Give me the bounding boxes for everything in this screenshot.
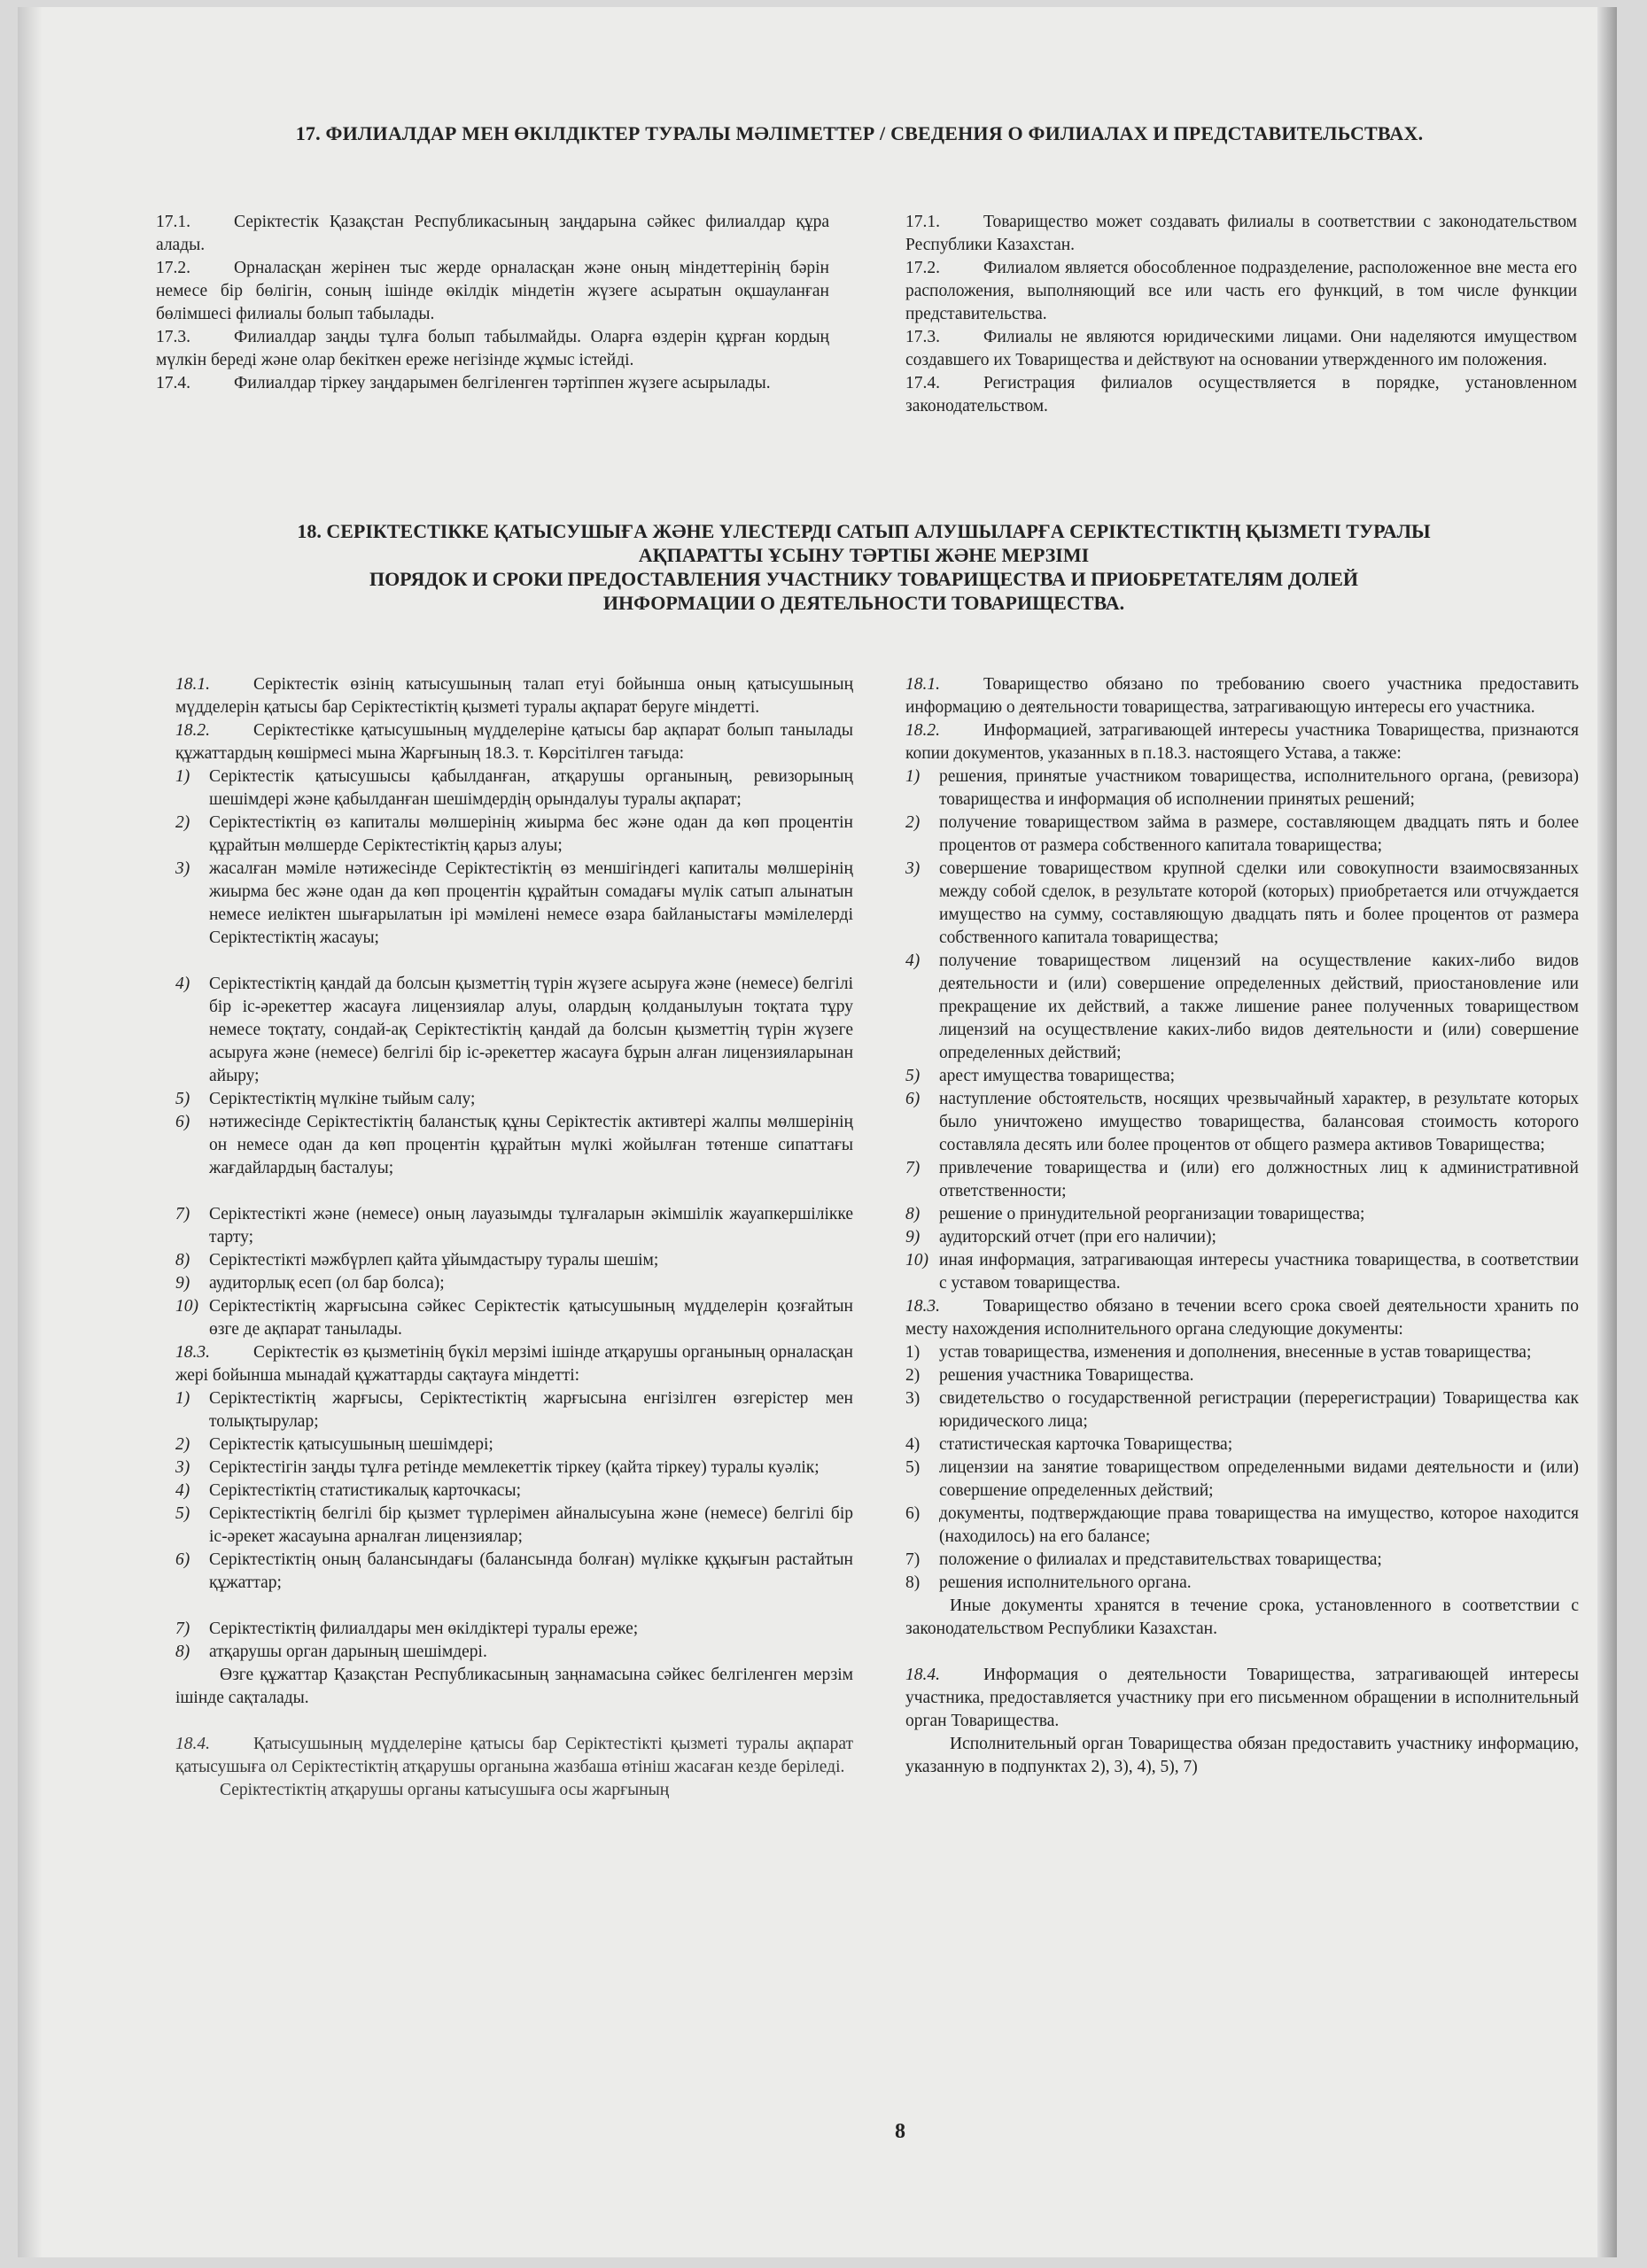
list-item: 2) Серіктестік қатысушының шешімдері; — [175, 1435, 493, 1454]
section-18-kz-column — [175, 673, 853, 1802]
clause: 17.3. Филиалы не являются юридическими лицами. Они наделяются имуществом создавшего их Товарищества и действуют на основании утвержденного им положения. — [905, 328, 1577, 369]
list-item: 3) Серіктестігін заңды тұлға ретінде мемлекеттік тіркеу (қайта тіркеу) туралы куәлік; — [175, 1458, 820, 1477]
clause: 17.1. Серіктестік Қазақстан Республикасының заңдарына сәйкес филиалдар құра алады. — [156, 213, 829, 254]
list-item: 7) Серіктестікті және (немесе) оның лауазымды тұлғаларын әкімшілік жауапкершілікке тарту; — [175, 1205, 853, 1247]
section-17-title: 17. ФИЛИАЛДАР МЕН ӨКІЛДІКТЕР ТУРАЛЫ МӘЛІМЕТТЕР / СВЕДЕНИЯ О ФИЛИАЛАХ И ПРЕДСТАВИТЕЛЬСТВАХ. — [295, 122, 1424, 144]
clause-18-3: 18.3. Серіктестік өз қызметінің бүкіл мерзімі ішінде атқарушы органының орналасқан жері бойынша мынадай құжаттарды сақтауға міндетті: — [175, 1343, 853, 1385]
list-item: 4) статистическая карточка Товарищества; — [905, 1435, 1233, 1454]
section-17-ru-column — [905, 211, 1577, 418]
list-item: 8) решения исполнительного органа. — [905, 1573, 1192, 1592]
list-item: 5) Серіктестіктің мүлкіне тыйым салу; — [175, 1090, 476, 1108]
clause-18-4-tail: Исполнительный орган Товарищества обязан предоставить участнику информацию, указанную в подпунктах 2), 3), 4), 5), 7) — [905, 1735, 1579, 1776]
clause-18-1: 18.1. Товарищество обязано по требованию своего участника предоставить информацию о деятельности товарищества, затрагивающую интересы его участника. — [905, 675, 1579, 717]
clause-18-1: 18.1. Серіктестік өзінің катысушының талап етуі бойынша оның қатысушының мүдделерін қатысы бар Серіктестіктің қызметі туралы ақпарат беруге міндетті. — [175, 675, 853, 717]
list-item: 8) решение о принудительной реорганизации товарищества; — [905, 1205, 1365, 1223]
list-item: 4) Серіктестіктің статистикалық карточкасы; — [175, 1481, 521, 1500]
clause-18-2: 18.2. Информацией, затрагивающей интересы участника Товарищества, признаются копии документов, указанных в п.18.3. настоящего Устава, а также: — [905, 721, 1579, 763]
section-17-kz-column — [156, 211, 829, 395]
list-item: 3) совершение товариществом крупной сделки или совокупности взаимосвязанных между собой сделок, в результате которой (которых) приобретается или отчуждается имущество на сумму, составляющую двадцать пять и более процентов от размера собственного капитала товарищества; — [905, 859, 1579, 947]
document-page — [18, 7, 1617, 2257]
list-item: 6) наступление обстоятельств, носящих чрезвычайный характер, в результате которых было уничтожено имущество товарищества, балансовая стоимость которого составляла десять или более процентов от общего размера активов Товарищества; — [905, 1090, 1579, 1154]
clause: 17.4. Регистрация филиалов осуществляется в порядке, установленном законодательством. — [905, 374, 1577, 416]
clause: 17.4. Филиалдар тіркеу заңдарымен белгіленген тәртіппен жүзеге асырылады. — [156, 374, 771, 392]
list-item: 1) решения, принятые участником товарищества, исполнительного органа, (ревизора) товарищества и информация об исполнении принятых решений; — [905, 767, 1579, 809]
section-18-title: 18. СЕРІКТЕСТІККЕ ҚАТЫСУШЫҒА ЖӘНЕ ҮЛЕСТЕРДІ САТЫП АЛУШЫЛАРҒА СЕРІКТЕСТІКТІҢ ҚЫЗМЕТІ ТУРАЛЫ АҚПАРАТТЫ ҰСЫНУ ТӘРТІБІ ЖӘНЕ МЕРЗІМІ ПОРЯДОК И СРОКИ ПРЕДОСТАВЛЕНИЯ УЧАСТНИКУ ТОВАРИЩЕСТВА И ПРИОБРЕТАТЕЛЯМ ДОЛЕЙ ИНФОРМАЦИИ О ДЕЯТЕЛЬНОСТИ ТОВАРИЩЕСТВА. — [297, 520, 1431, 614]
list-item: 1) Серіктестіктің жарғысы, Серіктестіктің жарғысына енгізілген өзгерістер мен толықтырулар; — [175, 1389, 853, 1431]
clause-18-2: 18.2. Серіктестікке қатысушының мүдделеріне қатысы бар ақпарат болып танылады құжаттардың көшірмесі мына Жарғының 18.3. т. Көрсітілген тағыда: — [175, 721, 853, 763]
list-item: 3) свидетельство о государственной регистрации (перерегистрации) Товарищества как юридического лица; — [905, 1389, 1579, 1431]
list-item: 6) нәтижесінде Серіктестіктің баланстық құны Серіктестік активтері жалпы мөлшерінің он немесе одан да көп процентін құрайтын мүлкі жойылған төтенше сипаттағы жағдайлардың басталуы; — [175, 1113, 853, 1177]
page-right-edge — [1597, 7, 1617, 2257]
clause: 17.2. Орналасқан жерінен тыс жерде орналасқан және оның міндеттерінің бәрін немесе бір бөлігін, соның ішінде өкілдік міндетін жүзеге асыратын оқшауланған бөлімшесі филиалы болып табылады. — [156, 259, 829, 323]
list-item: 7) Серіктестіктің филиалдары мен өкілдіктері туралы ереже; — [175, 1619, 639, 1638]
page-left-shadow — [18, 7, 43, 2257]
list-item: 8) атқарушы орган дарының шешімдері. — [175, 1643, 487, 1661]
list-item: 7) привлечение товарищества и (или) его должностных лиц к административной ответственности; — [905, 1159, 1579, 1200]
list-item: 5) арест имущества товарищества; — [905, 1067, 1176, 1085]
section-18-ru-column — [905, 673, 1579, 1779]
clause-18-3: 18.3. Товарищество обязано в течении всего срока своей деятельности хранить по месту нахождения исполнительного органа следующие документы: — [905, 1297, 1579, 1339]
list-item: 9) аудиторлық есеп (ол бар болса); — [175, 1274, 445, 1293]
list-item: 4) Серіктестіктің қандай да болсын қызметтің түрін жүзеге асыруға және (немесе) белгілі бір іс-әрекеттер жасауға лицензиялар алуы, олардың қолданылуын тоқтата тұру немесе тоқтату, сондай-ақ Серіктестіктің қандай да болсын қызметтің түрін жүзеге асыруға және (немесе) белгілі бір іс-әрекеттер жасауға бұрын алған лицензияларынан айыру; — [175, 975, 853, 1085]
list-item: 7) положение о филиалах и представительствах товарищества; — [905, 1550, 1382, 1569]
clause: 17.2. Филиалом является обособленное подразделение, расположенное вне места его расположения, выполняющий все или часть его функций, в том числе функции представительства. — [905, 259, 1577, 323]
list-item: 10) иная информация, затрагивающая интересы участника товарищества, в соответствии с уставом товарищества. — [905, 1251, 1579, 1293]
clause-18-4: 18.4. Информация о деятельности Товарищества, затрагивающей интересы участника, предоставляется участнику при его письменном обращении в исполнительный орган Товарищества. — [905, 1666, 1579, 1730]
list-item: 8) Серіктестікті мәжбүрлеп қайта ұйымдастыру туралы шешім; — [175, 1251, 659, 1270]
list-item: 2) получение товариществом займа в размере, составляющем двадцать пять и более процентов от размера собственного капитала товарищества; — [905, 813, 1579, 855]
list-item: 1) Серіктестік қатысушысы қабылданған, атқарушы органының, ревизорының шешімдері және қабылданған шешімдердің орындалуы туралы ақпарат; — [175, 767, 853, 809]
list-item: 2) Серіктестіктің өз капиталы мөлшерінің жиырма бес және одан да көп процентін құрайтын мөлшерде Серіктестіктің қарыз алуы; — [175, 813, 853, 855]
list-item: 4) получение товариществом лицензий на осуществление каких-либо видов деятельности и (или) совершение определенных действий, приостановление или прекращение их действий, а также лишение ранее полученных товариществом лицензий на осуществление каких-либо видов деятельности и (или) совершение определенных действий; — [905, 951, 1579, 1062]
clause-18-3-tail: Өзге құжаттар Қазақстан Республикасының заңнамасына сәйкес белгіленген мерзім ішінде сақталады. — [175, 1666, 853, 1707]
list-item: 1) устав товарищества, изменения и дополнения, внесенные в устав товарищества; — [905, 1343, 1532, 1362]
clause-18-3-tail: Иные документы хранятся в течение срока, установленного в соответствии с законодательством Республики Казахстан. — [905, 1596, 1579, 1638]
list-item: 3) жасалған мәміле нәтижесінде Серіктестіктің өз меншігіндегі капиталы мөлшерінің жиырма бес және одан да көп процентін құрайтын сомадағы мүлік сатып алынатын немесе иеліктен шығарылатын ірі мәмілені немесе өзара байланыстағы мәмілелерді Серіктестіктің жасауы; — [175, 859, 853, 947]
clause-18-4: 18.4. Қатысушының мүдделеріне қатысы бар Серіктестікті қызметі туралы ақпарат қатысушыға ол Серіктестіктің атқарушы органына жазбаша өтініш жасаған кезде беріледі. — [175, 1735, 853, 1776]
list-item: 10) Серіктестіктің жарғысына сәйкес Серіктестік қатысушының мүдделерін қозғайтын өзге де ақпарат танылады. — [175, 1297, 853, 1339]
list-item: 5) Серіктестіктің белгілі бір қызмет түрлерімен айналысуына және (немесе) белгілі бір іс-әрекет жасауына арналған лицензиялар; — [175, 1504, 853, 1546]
page-number: 8 — [895, 2120, 905, 2143]
clause-18-4-tail: Серіктестіктің атқарушы органы катысушыға осы жарғының — [220, 1781, 670, 1799]
list-item: 6) документы, подтверждающие права товарищества на имущество, которое находится (находилось) на его балансе; — [905, 1504, 1579, 1546]
list-item: 6) Серіктестіктің оның балансындағы (балансында болған) мүлікке құқығын растайтын құжаттар; — [175, 1550, 853, 1592]
list-item: 5) лицензии на занятие товариществом определенными видами деятельности и (или) совершение определенных действий; — [905, 1458, 1579, 1500]
clause: 17.1. Товарищество может создавать филиалы в соответствии с законодательством Республики Казахстан. — [905, 213, 1577, 254]
list-item: 2) решения участника Товарищества. — [905, 1366, 1194, 1385]
list-item: 9) аудиторский отчет (при его наличии); — [905, 1228, 1216, 1247]
clause: 17.3. Филиалдар заңды тұлға болып табылмайды. Оларға өздерін құрған кордың мүлкін береді және олар бекіткен ереже негізінде жұмыс істейді. — [156, 328, 829, 369]
